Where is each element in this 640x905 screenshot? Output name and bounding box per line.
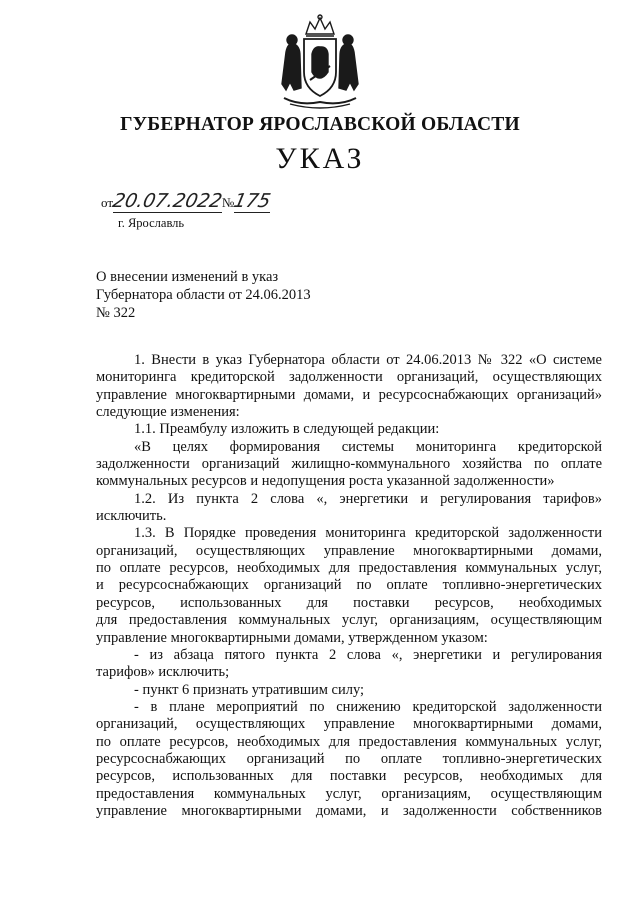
body-line: тарифов» исключить;: [96, 664, 230, 681]
issuer-title: ГУБЕРНАТОР ЯРОСЛАВСКОЙ ОБЛАСТИ: [120, 114, 520, 135]
decree-subject: [96, 268, 311, 322]
body-line: предоставления коммунальных услуг, организациям, осуществляющим: [96, 785, 602, 802]
body-line: ресурсов, использованных для поставки ресурсов, необходимых: [96, 594, 602, 611]
city-label: г. Ярославль: [118, 216, 185, 230]
body-line: управление многоквартирными домами, и задолженности собственников: [96, 802, 602, 819]
subject-line: О внесении изменений в указ: [96, 269, 279, 285]
body-line: управление многоквартирными домами, и ресурсоснабжающих организаций»: [96, 386, 602, 403]
body-line: «В целях формирования системы мониторинга кредиторской: [134, 438, 602, 455]
handwritten-date: 20.07.2022: [110, 190, 225, 212]
date-number-line: [101, 190, 273, 213]
document-type: УКАЗ: [275, 142, 365, 175]
body-line: коммунальных ресурсов и недопущения роста указанной задолженности»: [96, 473, 555, 490]
body-line: исключить.: [96, 508, 167, 525]
body-line: - из абзаца пятого пункта 2 слова «, энергетики и регулирования: [134, 646, 602, 663]
body-line: 1.2. Из пункта 2 слова «, энергетики и регулирования тарифов»: [134, 490, 602, 507]
subject-line: № 322: [96, 305, 136, 321]
body-line: 1.3. В Порядке проведения мониторинга кредиторской задолженности: [134, 525, 602, 542]
body-line: управление многоквартирными домами, утвержденном указом:: [96, 629, 488, 646]
body-line: следующие изменения:: [96, 404, 240, 421]
body-line: задолженности организаций жилищно-коммунального хозяйства по оплате: [96, 456, 602, 473]
body-line: по оплате ресурсов, необходимых для предоставления коммунальных услуг,: [96, 560, 602, 577]
body-line: 1.1. Преамбулу изложить в следующей редакции:: [134, 421, 440, 438]
body-line: для предоставления коммунальных услуг, организациям, осуществляющим: [96, 612, 602, 629]
body-line: организаций, осуществляющих управление многоквартирными домами,: [96, 716, 602, 733]
body-line: - в плане мероприятий по снижению кредиторской задолженности: [134, 698, 602, 715]
decree-body: [96, 352, 602, 820]
body-line: ресурсов, использованных для поставки ресурсов, необходимых для: [96, 768, 602, 785]
body-line: и ресурсоснабжающих организаций по оплате топливно-энергетических: [96, 577, 602, 594]
body-line: 1. Внести в указ Губернатора области от 24.06.2013 № 322 «О системе: [134, 352, 602, 368]
body-line: мониторинга кредиторской задолженности организаций, осуществляющих: [96, 369, 602, 386]
subject-line: Губернатора области от 24.06.2013: [96, 287, 311, 303]
handwritten-number: 175: [231, 190, 273, 212]
body-line: организаций, осуществляющих управление многоквартирными домами,: [96, 542, 602, 559]
number-prefix: №: [221, 195, 235, 210]
body-line: - пункт 6 признать утратившим силу;: [134, 681, 365, 698]
coat-of-arms-emblem: [270, 12, 370, 112]
body-line: ресурсоснабжающих организаций по оплате топливно-энергетических: [96, 750, 602, 767]
date-prefix: от: [101, 195, 114, 210]
body-line: по оплате ресурсов, необходимых для предоставления коммунальных услуг,: [96, 733, 602, 750]
